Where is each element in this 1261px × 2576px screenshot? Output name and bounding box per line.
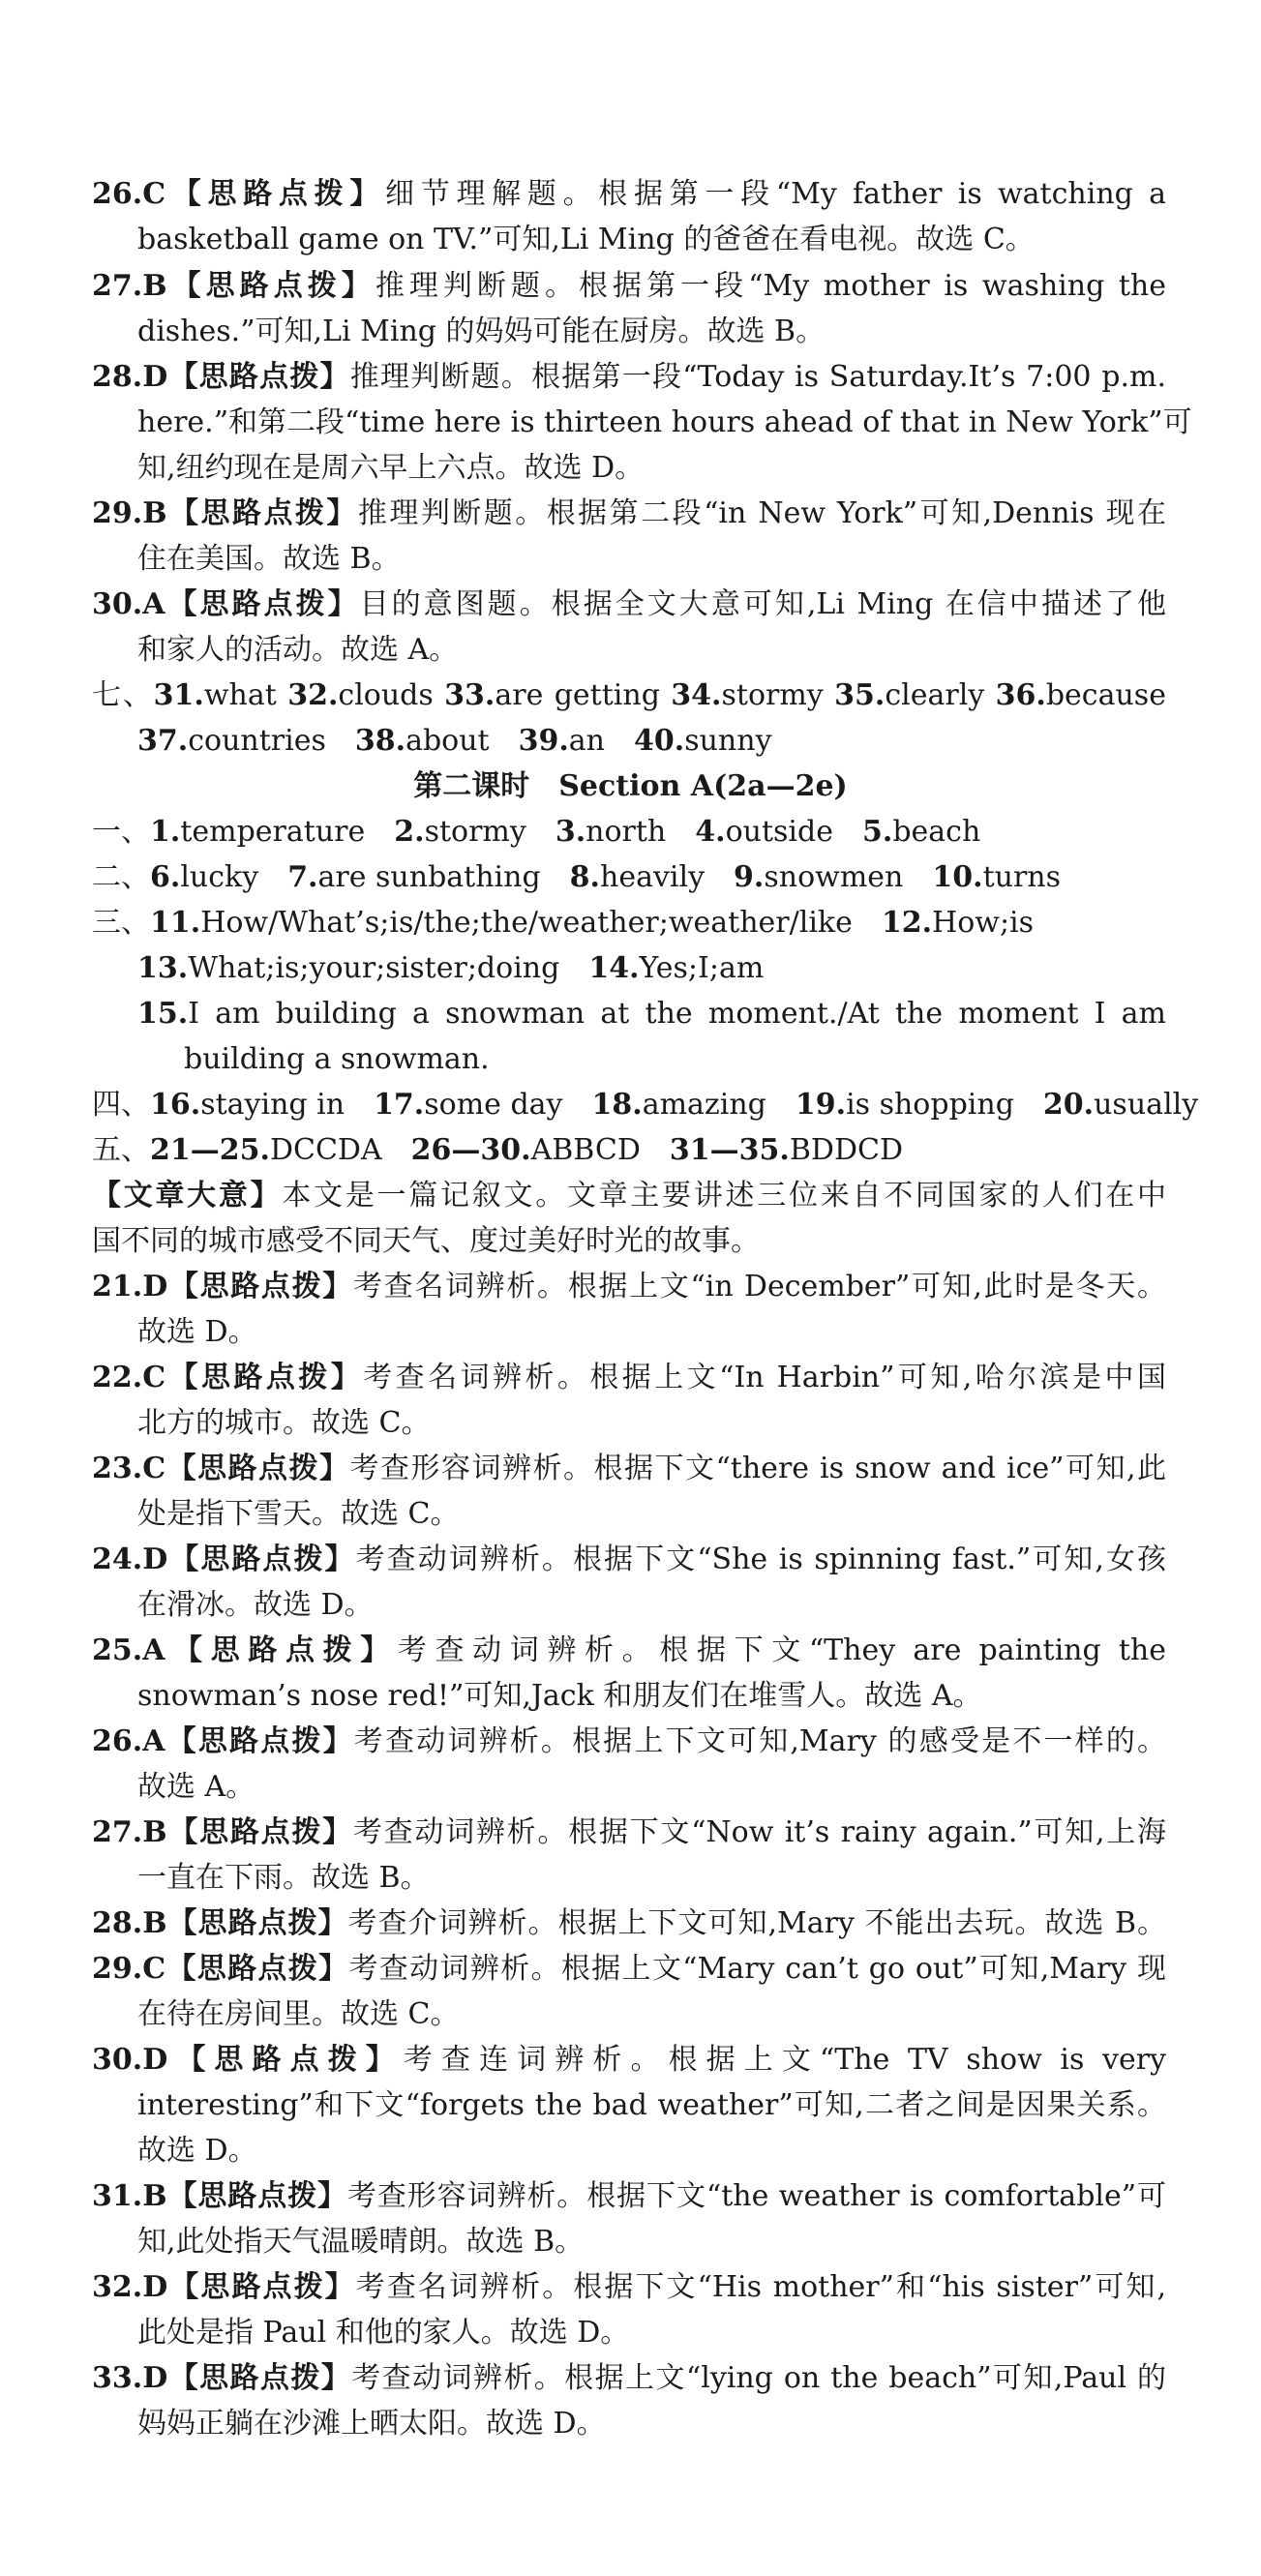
item-26-line-1: 26.C【思路点拨】细节理解题。根据第一段“My father is watching a (92, 177, 1166, 211)
answer-24-line-2: 在滑冰。故选 D。 (137, 1588, 374, 1622)
item-28-line-2: here.”和第二段“time here is thirteen hours ahead of that in New York”可 (137, 405, 1192, 439)
section-1: 一、1.temperature 2.stormy 3.north 4.outside 5.beach (92, 815, 981, 849)
answer-29-line-1: 29.C【思路点拨】考查动词辨析。根据上文“Mary can’t go out”可知,Mary 现 (92, 1952, 1166, 1986)
answer-31-line-2: 知,此处指天气温暖晴朗。故选 B。 (137, 2225, 585, 2259)
answer-27-line-2: 一直在下雨。故选 B。 (137, 1861, 430, 1895)
section-2: 二、6.lucky 7.are sunbathing 8.heavily 9.snowmen 10.turns (92, 860, 1061, 894)
answer-33-line-2: 妈妈正躺在沙滩上晒太阳。故选 D。 (137, 2407, 606, 2441)
lesson-heading: 第二课时 Section A(2a—2e) (413, 769, 848, 803)
item-26-line-2: basketball game on TV.”可知,Li Ming 的爸爸在看电视。故选 C。 (137, 223, 1035, 256)
answer-26-line-2: 故选 A。 (137, 1770, 255, 1804)
item-27-line-1: 27.B【思路点拨】推理判断题。根据第一段“My mother is washing the (92, 269, 1166, 303)
answer-29-line-2: 在待在房间里。故选 C。 (137, 1997, 460, 2031)
article-gist-line-2: 国不同的城市感受不同天气、度过美好时光的故事。 (92, 1224, 760, 1258)
answer-23-line-1: 23.C【思路点拨】考查形容词辨析。根据下文“there is snow and ice”可知,此 (92, 1452, 1167, 1485)
answer-26-line-1: 26.A【思路点拨】考查动词辨析。根据上下文可知,Mary 的感受是不一样的。 (92, 1724, 1167, 1758)
answer-27-line-1: 27.B【思路点拨】考查动词辨析。根据下文“Now it’s rainy again.”可知,上海 (92, 1815, 1166, 1849)
answer-28-line-1: 28.B【思路点拨】考查介词辨析。根据上下文可知,Mary 不能出去玩。故选 B。 (92, 1906, 1167, 1940)
section-7-line-2: 37.countries 38.about 39.an 40.sunny (137, 724, 772, 758)
answer-33-line-1: 33.D【思路点拨】考查动词辨析。根据上文“lying on the beach”可知,Paul 的 (92, 2361, 1167, 2395)
answer-24-line-1: 24.D【思路点拨】考查动词辨析。根据下文“She is spinning fast.”可知,女孩 (92, 1543, 1167, 1576)
item-29-line-2: 住在美国。故选 B。 (137, 542, 401, 576)
section-4: 四、16.staying in 17.some day 18.amazing 19.is shopping 20.usually (92, 1088, 1199, 1122)
answer-30-line-1: 30.D【思路点拨】考查连词辨析。根据上文“The TV show is very (92, 2043, 1166, 2077)
answer-22-line-2: 北方的城市。故选 C。 (137, 1406, 431, 1440)
answer-25-line-2: snowman’s nose red!”可知,Jack 和朋友们在堆雪人。故选 A。 (137, 1679, 982, 1713)
section-3-line-4: building a snowman. (184, 1042, 490, 1076)
answer-25-line-1: 25.A【思路点拨】考查动词辨析。根据下文“They are painting the (92, 1633, 1166, 1667)
answer-32-line-2: 此处是指 Paul 和他的家人。故选 D。 (137, 2316, 630, 2350)
answer-22-line-1: 22.C【思路点拨】考查名词辨析。根据上文“In Harbin”可知,哈尔滨是中国 (92, 1361, 1166, 1394)
answer-23-line-2: 处是指下雪天。故选 C。 (137, 1497, 460, 1531)
item-27-line-2: dishes.”可知,Li Ming 的妈妈可能在厨房。故选 B。 (137, 315, 826, 348)
answer-32-line-1: 32.D【思路点拨】考查名词辨析。根据下文“His mother”和“his sister”可知, (92, 2270, 1167, 2304)
answer-31-line-1: 31.B【思路点拨】考查形容词辨析。根据下文“the weather is comfortable”可 (92, 2179, 1166, 2213)
item-30-line-2: 和家人的活动。故选 A。 (137, 633, 459, 667)
item-29-line-1: 29.B【思路点拨】推理判断题。根据第二段“in New York”可知,Dennis 现在 (92, 496, 1167, 530)
section-7-line-1: 七、31.what 32.clouds 33.are getting 34.stormy 35.clearly 36.because (92, 678, 1166, 712)
section-3-line-1: 三、11.How/What’s;is/the;the/weather;weather/like 12.How;is (92, 906, 1035, 940)
answer-21-line-1: 21.D【思路点拨】考查名词辨析。根据上文“in December”可知,此时是冬天。 (92, 1270, 1166, 1303)
section-5: 五、21—25.DCCDA 26—30.ABBCD 31—35.BDDCD (92, 1133, 904, 1167)
answer-30-line-2: interesting”和下文“forgets the bad weather”可知,二者之间是因果关系。 (137, 2088, 1166, 2122)
article-gist-line-1: 【文章大意】本文是一篇记叙文。文章主要讲述三位来自不同国家的人们在中 (92, 1179, 1167, 1213)
item-28-line-3: 知,纽约现在是周六早上六点。故选 D。 (137, 451, 645, 485)
section-3-line-3: 15.I am building a snowman at the moment./At the moment I am (137, 997, 1166, 1031)
answer-21-line-2: 故选 D。 (137, 1315, 257, 1349)
item-30-line-1: 30.A【思路点拨】目的意图题。根据全文大意可知,Li Ming 在信中描述了他 (92, 587, 1166, 621)
answer-30-line-3: 故选 D。 (137, 2134, 257, 2168)
section-3-line-2: 13.What;is;your;sister;doing 14.Yes;I;am (137, 951, 765, 985)
item-28-line-1: 28.D【思路点拨】推理判断题。根据第一段“Today is Saturday.It’s 7:00 p.m. (92, 360, 1166, 394)
